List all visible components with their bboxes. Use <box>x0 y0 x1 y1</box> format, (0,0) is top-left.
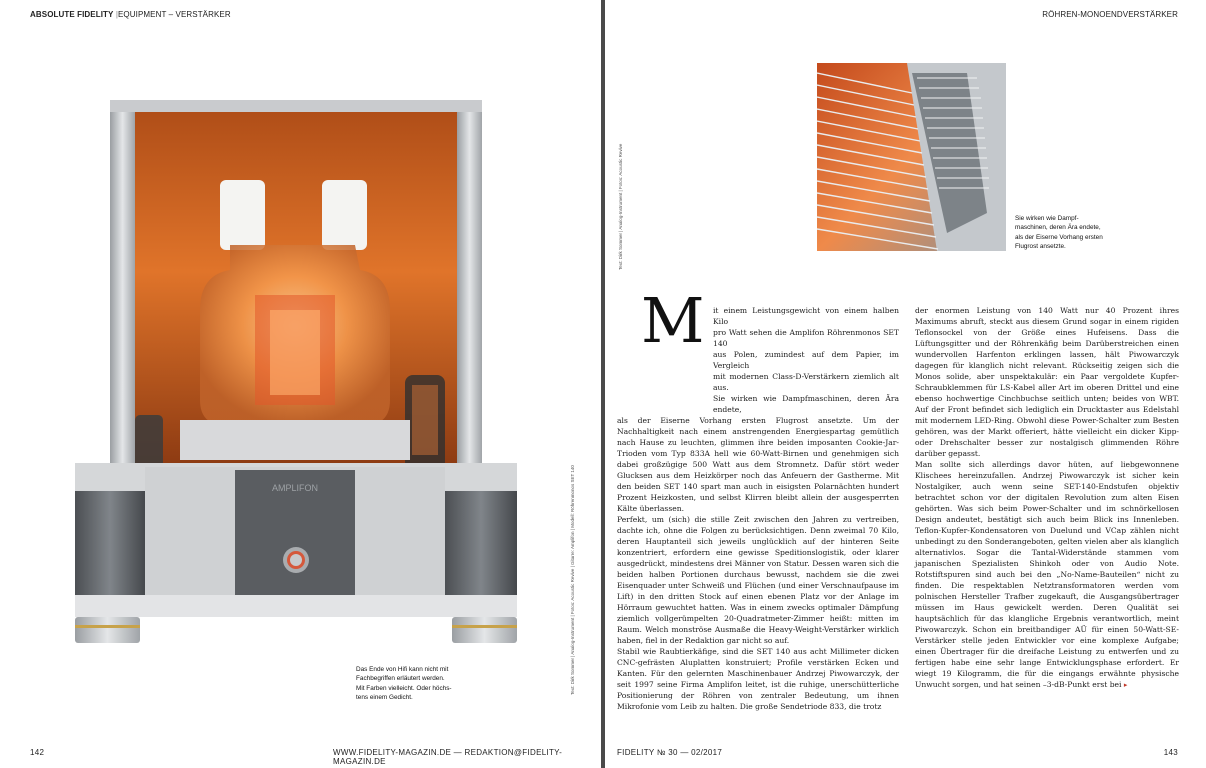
page-number-right: 143 <box>1163 748 1178 757</box>
footer-web-link[interactable]: WWW.FIDELITY-MAGAZIN.DE — REDAKTION@FIDELITY-MAGAZIN.DE <box>333 748 563 766</box>
continue-arrow-icon: ▸ <box>1123 681 1128 689</box>
text-column-1: it einem Leistungsgewicht von einem halben Kilo pro Watt sehen die Amplifon Röhrenmonos SET 140 aus Polen, zumindest auf dem Papier, im Vergleich mit modernen Class-D-Verstärkern ziemlich alt aus. Sie wirken wie Dampfmaschinen, deren Ära endete, als der Eiserne Vorhang ersten Flugrost ansetzte. Um der Nachhaltigkeit nach einem anstrengenden Energiespartag gemütlich nach Hause zu leuchten, glimmen ihre beiden imposanten Cookie-Jar-Trioden vom Typ 833A hell wie 60-Watt-Birnen und genehmigen sich dabei großzügige 500 Watt aus dem Stromnetz. Dafür stört weder Glucksen aus dem Heizkörper noch das Anfeuern der Gastherme. Mit den beiden SET 140 spart man auch in eisigsten Polarnächten hundert Prozent Heizkosten, und selbst Klirren bleibt allein der ausgesperrten Kälte überlassen. Perfekt, um (sich) die stille Zeit zwischen den Jahren zu vertreiben, dachte ich, ohne die Folgen zu berücksichtigen. Denn zweimal 70 Kilo, deren Hauptanteil sich jeweils unglücklich auf der hinteren Seite konzentriert, erfordern eine gewisse Speditionslogistik, oder klarer ausgedrückt, mindestens drei Männer von Statur. Dessen waren sich die beiden halben Portionen durchaus bewusst, nachdem sie die zwei Eisenquader unter Schweiß und Flüchen (und einer Verschnaufpause im Lift) in den dritten Stock auf einen ebenen Platz vor der Anlage im Hörraum gewuchtet hatten. Was in einem zwecks optimaler Dämpfung ziemlich vollgerümpelten 20-Quadratmeter-Zimmer heißt: mitten im Raum. Welch monströse Ausmaße die Heavy-Weight-Verstärker wirklich haben, fiel in der Redaktion gar nicht so auf. Stabil wie Raubtierkäfige, sind die SET 140 aus acht Millimeter dicken CNC-gefrästen Aluplatten konstruiert; Profile verstärken Ecken und Kanten. Für den gelernten Maschinenbauer Andrzej Piwowarczyk, der seit 1997 seine Firma Amplifon leitet, ist die ruhige, unerschütterliche Positionierung der Röhren von zentraler Bedeutung, um ihnen Mikrofonie vom Leib zu halten. Die große Sendetriode 833, die trotz <box>617 306 899 711</box>
page-number-left: 142 <box>30 748 45 757</box>
paragraph: Perfekt, um (sich) die stille Zeit zwischen den Jahren zu vertreiben, dachte ich, ohne die Folgen zu berücksichtigen. Denn zweimal 70 Kilo, deren Hauptanteil sich jeweils unglücklich auf der hinteren Seite konzentriert, erfordern eine gewisse Speditionslogistik, oder klarer ausgedrückt, mindestens drei Männer von Statur. Dessen waren sich die beiden halben Portionen durchaus bewusst, nachdem sie die zwei Eisenquader unter Schweiß und Flüchen (und einer Verschnaufpause im Lift) in den dritten Stock auf einen ebenen Platz vor der Anlage im Hörraum gewuchtet hatten. Was in einem zwecks optimaler Dämpfung ziemlich vollgerümpelten 20-Quadratmeter-Zimmer heißt: mitten im Raum. Welch monströse Ausmaße die Heavy-Weight-Verstärker wirklich haben, fiel in der Redaktion gar nicht so auf. <box>617 515 899 645</box>
left-header <box>30 10 231 19</box>
header-separator: | <box>115 10 118 19</box>
amplifier-photo <box>60 95 530 655</box>
photo-caption-right: Sie wirken wie Dampf- maschinen, deren Ära endete, als der Eiserne Vorhang ersten Flugrost ansetzte. <box>1015 215 1103 250</box>
photo-credit: Text: Dirk Sommer | Analog-Instrument | Fotos: Acoustic Revive | Gitarre: Amplifon | Modell: Röhrenmonos SET 140 <box>570 465 575 695</box>
header-section: EQUIPMENT – VERSTÄRKER <box>118 10 231 19</box>
left-page <box>0 0 601 768</box>
paragraph: Man sollte sich allerdings davor hüten, auf liebgewonnene Klischees hereinzufallen. Andrzej Piwowarczyk ist sicher kein Nostalgiker, auch wenn seine SET-140-Endstufen objektiv betrachtet schon vor der digitalen Revolution zum alten Eisen gehörten. Was sich beim Power-Schalter und im schnörkellosen Design andeutet, bestätigt sich auch beim Blick ins Innenleben. Teflon-Kupfer-Kondensatoren von Duelund und VCap zählen nicht unbedingt zu den Sonderangeboten, gelten vielen aber als klanglich alternativlos. Sogar die Tantal-Widerstände stammen vom japanischen Spezialisten Shinkoh oder von Audio Note. Rotstiftspuren sind auch bei den „No-Name-Bauteilen“ nicht zu finden. Die respektablen Netztransformatoren werden vom polnischen Hersteller Trafber zugekauft, die Ausgangsübertrager müssen im Haus gewickelt werden. Deren Qualität sei hauptsächlich für das klangliche Ergebnis verantwortlich, meint Piwowarczyk. Schon ein breitbandiger AÜ für einen 50-Watt-SE-Verstärker stelle jeden Entwickler vor eine komplexe Aufgabe; einen Übertrager für die dreifache Leistung zu entwerfen und zu fertigen habe eine sehr lange Entwicklungsphase erfordert. Er wiegt 19 Kilogramm, die für die eingangs erwähnte physische Unwucht sorgen, und hat seinen –3-dB-Punkt erst bei ▸ <box>915 460 1179 689</box>
svg-text:AMPLIFON: AMPLIFON <box>271 483 319 493</box>
paragraph: der enormen Leistung von 140 Watt nur 40 Prozent ihres Maximums abruft, steckt aus diesem Grund sogar in einem rigiden Teflonsockel von der Größe eines Hufeisens. Dass die Lüftungsgitter und der Röhrenkäfig beim Darüberstreichen einen wundervollen Harfenton erklingen lassen, hält Piwowarczyk dagegen für klanglich nicht relevant. Rückseitig zeigen sich die Monos solide, aber unspektakulär: ein Paar vergoldete Kupfer-Schraubklemmen für LS-Kabel aller Art im oberen Drittel und eine ebenso hochwertige Cinchbuchse seitlich unten; beides von WBT. Auf der Front befindet sich lediglich ein Drucktaster aus Edelstahl mit modernem LED-Ring. Obwohl diese Power-Schalter zum Besten gehören, was der Markt offeriert, hätte vielleicht ein dicker Kipp- oder Drehschalter besser zur nostalgisch glimmenden Röhre darüber gepasst. <box>915 306 1179 458</box>
paragraph: als der Eiserne Vorhang ersten Flugrost ansetzte. Um der Nachhaltigkeit nach einem anstrengenden Energiespartag gemütlich nach Hause zu leuchten, glimmen ihre beiden imposanten Cookie-Jar-Trioden vom Typ 833A hell wie 60-Watt-Birnen und genehmigen sich dabei großzügige 500 Watt aus dem Stromnetz. Dafür stört weder Glucksen aus dem Heizkörper noch das Anfeuern der Gastherme. Mit den beiden SET 140 spart man auch in eisigsten Polarnächten hundert Prozent Heizkosten, und selbst Klirren bleibt allein der ausgesperrten Kälte überlassen. <box>617 416 899 513</box>
paragraph: Stabil wie Raubtierkäfige, sind die SET 140 aus acht Millimeter dicken CNC-gefrästen Aluplatten konstruiert; Profile verstärken Ecken und Kanten. Für den gelernten Maschinenbauer Andrzej Piwowarczyk, der seit 1997 seine Firma Amplifon leitet, ist die ruhige, unerschütterliche Positionierung der Röhren von zentraler Bedeutung, um ihnen Mikrofonie vom Leib zu halten. Die große Sendetriode 833, die trotz <box>617 647 899 711</box>
magazine-brand: ABSOLUTE FIDELITY <box>30 10 114 19</box>
photo-caption: Das Ende von Hifi kann nicht mit Fachbegriffen erläutert werden. Mit Farben vielleicht. Oder höchs- tens einem Gedicht. <box>356 666 452 701</box>
text-column-2 <box>915 305 1179 691</box>
right-page <box>605 0 1206 768</box>
photo-credit-right: Text: Dirk Sommer | Analog-Instrument | Fotos: Acoustic Revive <box>618 143 623 270</box>
footer-magazine: FIDELITY № 30 — 02/2017 <box>617 748 723 757</box>
drop-cap: M <box>641 284 705 357</box>
right-header: RÖHREN-MONOENDVERSTÄRKER <box>1042 10 1178 19</box>
tube-cage-photo <box>817 63 1006 251</box>
